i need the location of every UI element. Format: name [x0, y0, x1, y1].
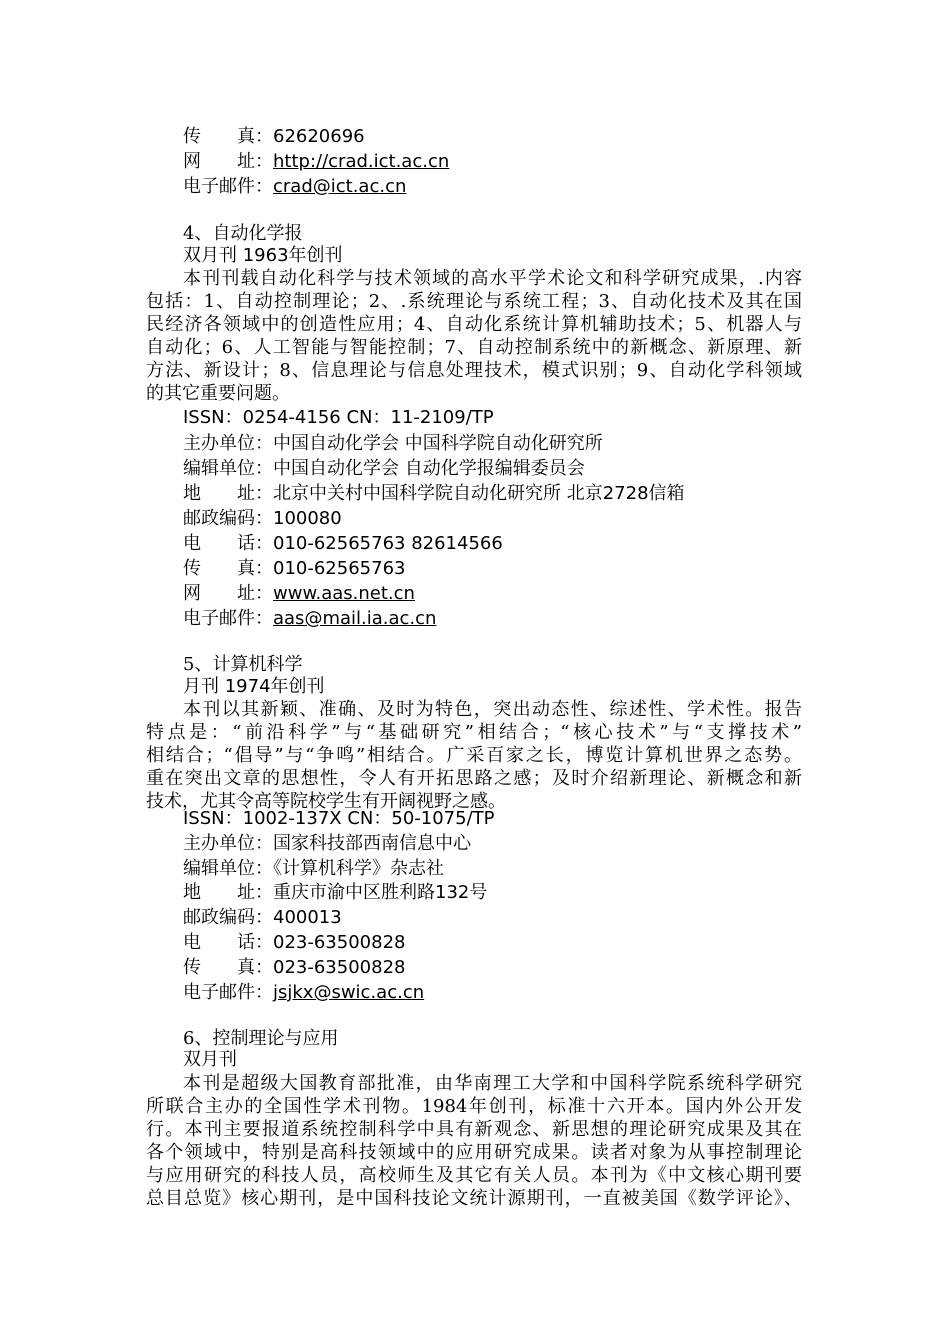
j6-desc-line — [0, 1142, 950, 1164]
j4-sponsor-row — [0, 433, 950, 455]
website-link[interactable]: http://crad.ict.ac.cn — [273, 151, 450, 172]
fax-value: 023-63500828 — [273, 957, 406, 978]
fax-label: 传 真： — [183, 957, 273, 978]
j6-desc-line — [0, 1073, 950, 1095]
j4-frequency — [0, 245, 950, 267]
j4-editor-row — [0, 458, 950, 480]
freq-suffix: 年创刊 — [288, 245, 343, 266]
j5-email-row — [0, 982, 950, 1004]
j4-title: 4、自动化学报 — [183, 223, 303, 244]
address-number: 2728 — [602, 483, 649, 504]
email-link[interactable]: aas@mail.ia.ac.cn — [273, 608, 437, 629]
address-number: 132 — [435, 882, 470, 903]
j4-zip-row — [0, 508, 950, 530]
sponsor-label: 主办单位： — [183, 433, 273, 454]
j4-address-row — [0, 483, 950, 505]
freq-suffix: 年创刊 — [270, 676, 325, 697]
fax-value: 62620696 — [273, 126, 365, 147]
j5-zip-row — [0, 907, 950, 929]
j4-desc-line — [0, 360, 950, 382]
j4-fax-row — [0, 558, 950, 580]
tel-value: 023-63500828 — [273, 932, 406, 953]
editor-label: 编辑单位： — [183, 458, 273, 479]
j4-web-row — [0, 583, 950, 605]
web-label: 网 址： — [183, 583, 273, 604]
freq-year: 1963 — [242, 245, 289, 266]
j6-desc-line — [0, 1119, 950, 1141]
desc-text: 总目总览》核心期刊，是中国科技论文统计源期刊，一直被美国《数学评论》、 — [146, 1188, 802, 1209]
tel-label: 电 话： — [183, 533, 273, 554]
j5-desc-line — [0, 699, 950, 721]
j5-tel-row — [0, 932, 950, 954]
sponsor-label: 主办单位： — [183, 833, 273, 854]
address-text: 重庆市渝中区胜利路 — [273, 882, 435, 903]
j5-desc-line — [0, 745, 950, 767]
desc-text: 所联合主办的全国性学术刊物。1984年创刊，标准十六开本。国内外公开发 — [146, 1096, 802, 1117]
j3-fax-row — [0, 126, 950, 148]
j3-email-row — [0, 176, 950, 198]
fax-label: 传 真： — [183, 558, 273, 579]
j5-sponsor-row — [0, 833, 950, 855]
j6-frequency: 双月刊 — [183, 1049, 237, 1070]
j4-desc-line — [0, 337, 950, 359]
editor-value: 中国自动化学会 自动化学报编辑委员会 — [273, 458, 585, 479]
desc-text: 方法、新设计；8、信息理论与信息处理技术，模式识别；9、自动化学科领域 — [146, 360, 802, 381]
j6-desc-line — [0, 1096, 950, 1118]
j6-desc-line — [0, 1188, 950, 1210]
fax-value: 010-62565763 — [273, 558, 406, 579]
desc-text: 本刊以其新颖、准确、及时为特色，突出动态性、综述性、学术性。报告 — [183, 699, 802, 720]
desc-text: 民经济各领域中的创造性应用；4、自动化系统计算机辅助技术；5、机器人与 — [146, 314, 802, 335]
j5-editor-row — [0, 858, 950, 880]
j5-desc-line — [0, 768, 950, 790]
j4-issn: ISSN：0254-4156 CN：11-2109/TP — [183, 407, 494, 428]
j4-tel-row — [0, 533, 950, 555]
address-label: 地 址： — [183, 882, 273, 903]
desc-text: 包括：1、自动控制理论；2、.系统理论与系统工程；3、自动化技术及其在国 — [146, 291, 802, 312]
desc-text: 重在突出文章的思想性，令人有开拓思路之感；及时介绍新理论、新概念和新 — [146, 768, 802, 789]
j5-title: 5、计算机科学 — [183, 654, 303, 675]
email-label: 电子邮件： — [183, 608, 273, 629]
address-text: 北京中关村中国科学院自动化研究所 北京 — [273, 483, 603, 504]
tel-value: 010-62565763 82614566 — [273, 533, 503, 554]
zip-value: 400013 — [273, 907, 342, 928]
email-label: 电子邮件： — [183, 982, 273, 1003]
j6-title: 6、控制理论与应用 — [183, 1028, 339, 1049]
j5-desc-line: 技术，尤其令高等院校学生有开阔视野之感。 — [146, 791, 506, 812]
desc-text: 相结合；“倡导”与“争鸣”相结合。广采百家之长，博览计算机世界之态势。 — [146, 745, 802, 766]
desc-text: 特点是：“前沿科学”与“基础研究”相结合；“核心技术”与“支撑技术” — [146, 722, 802, 743]
freq-text: 月刊 — [183, 676, 225, 697]
fax-label: 传 真： — [183, 126, 273, 147]
j5-frequency — [0, 676, 950, 698]
desc-text: 与应用研究的科技人员，高校师生及其它有关人员。本刊为《中文核心期刊要 — [146, 1165, 802, 1186]
editor-value: 《计算机科学》杂志社 — [273, 858, 444, 879]
j4-desc-line — [0, 291, 950, 313]
web-label: 网 址： — [183, 151, 273, 172]
j3-web-row — [0, 151, 950, 173]
j6-desc-line — [0, 1165, 950, 1187]
address-label: 地 址： — [183, 483, 273, 504]
zip-label: 邮政编码： — [183, 907, 273, 928]
website-link[interactable]: www.aas.net.cn — [273, 583, 415, 604]
zip-label: 邮政编码： — [183, 508, 273, 529]
tel-label: 电 话： — [183, 932, 273, 953]
address-suffix: 信箱 — [648, 483, 685, 504]
sponsor-value: 中国自动化学会 中国科学院自动化研究所 — [273, 433, 603, 454]
j5-address-row — [0, 882, 950, 904]
freq-year: 1974 — [224, 676, 271, 697]
desc-text: 行。本刊主要报道系统控制科学中具有新观念、新思想的理论研究成果及其在 — [146, 1119, 802, 1140]
j4-email-row — [0, 608, 950, 630]
desc-text: 自动化；6、人工智能与智能控制；7、自动控制系统中的新概念、新原理、新 — [146, 337, 802, 358]
j4-desc-line: 的其它重要问题。 — [146, 383, 290, 404]
desc-text: 本刊是超级大国教育部批准，由华南理工大学和中国科学院系统科学研究 — [183, 1073, 802, 1094]
j4-desc-line — [0, 314, 950, 336]
desc-text: 本刊刊载自动化科学与技术领域的高水平学术论文和科学研究成果，.内容 — [183, 268, 802, 289]
email-link[interactable]: jsjkx@swic.ac.cn — [273, 982, 425, 1003]
j5-issn: ISSN：1002-137X CN：50-1075/TP — [183, 808, 495, 829]
desc-text: 各个领域中，特别是高科技领域中的应用研究成果。读者对象为从事控制理论 — [146, 1142, 802, 1163]
j4-desc-line — [0, 268, 950, 290]
freq-text: 双月刊 — [183, 245, 243, 266]
j5-desc-line — [0, 722, 950, 744]
sponsor-value: 国家科技部西南信息中心 — [273, 833, 471, 854]
j5-fax-row — [0, 957, 950, 979]
email-label: 电子邮件： — [183, 176, 273, 197]
address-suffix: 号 — [469, 882, 488, 903]
editor-label: 编辑单位： — [183, 858, 273, 879]
email-link[interactable]: crad@ict.ac.cn — [273, 176, 407, 197]
zip-value: 100080 — [273, 508, 342, 529]
